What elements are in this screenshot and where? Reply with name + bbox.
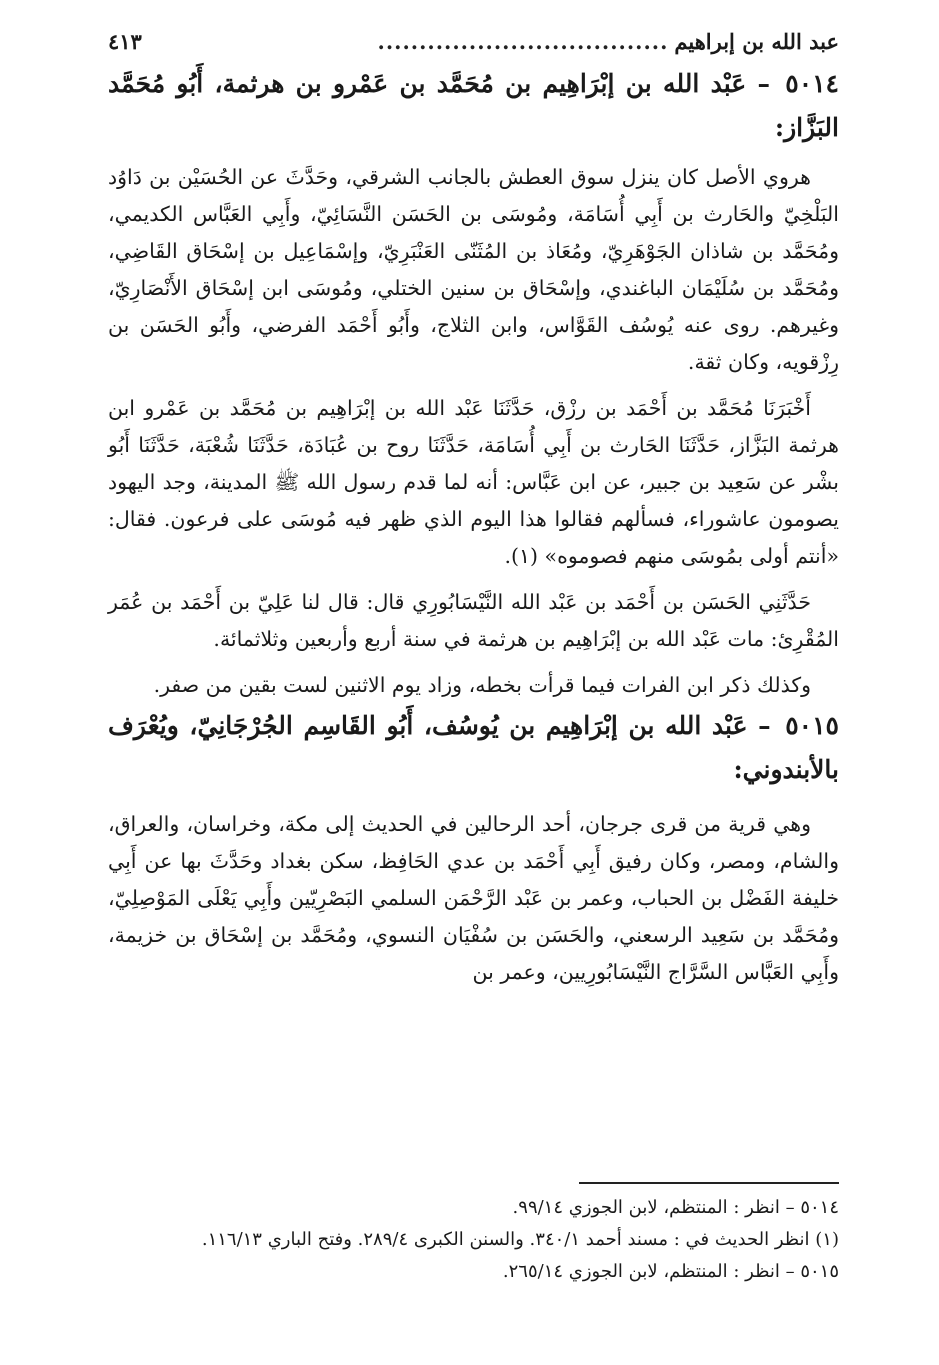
entry-heading-5014	[108, 62, 839, 150]
running-head-title: عبد الله بن إبراهيم	[674, 29, 839, 54]
page-number: ٤١٣	[108, 29, 142, 54]
running-head	[108, 22, 839, 62]
footnote-5015: ٥٠١٥ – انظر : المنتظم، لابن الجوزي ٢٦٥/١٤.	[502, 1261, 839, 1282]
addendum-paragraph: وكذلك ذكر ابن الفرات فيما قرأت بخطه، وزاد يوم الاثنين لست بقين من صفر.	[153, 673, 811, 697]
biography-paragraph: هروي الأصل كان ينزل سوق العطش بالجانب الشرقي، وحَدَّثَ عن الحُسَيْن بن دَاوُد البَلْخِيّ والحَارث بن أَبِي أُسَامَة، ومُوسَى بن الحَسَن النَّسَائِيّ، وأَبِي العَبَّاس الكديمي، ومُحَمَّد بن شاذان الجَوْهَرِيّ، ومُعَاذ بن المُثَنّى العَنْبَرِيّ، وإسْمَاعِيل بن إسْحَاق القَاضِي، ومُحَمَّد بن سُلَيْمَان الباغندي، وإسْحَاق بن سنين الختلي، ومُوسَى ابن إسْحَاق الأَنْصَارِيّ، وغيرهم. روى عنه يُوسُف القَوَّاس، وابن الثلاج، وأَبُو أَحْمَد الفرضي، وأَبُو الحَسَن بن رِزْقويه، وكان ثقة.	[108, 165, 839, 374]
footnotes	[108, 1192, 839, 1288]
entry-number: ٥٠١٤	[785, 69, 839, 98]
book-page	[108, 22, 839, 1342]
footnote-5014: ٥٠١٤ – انظر : المنتظم، لابن الجوزي ٩٩/١٤.	[512, 1197, 839, 1218]
entry-number: ٥٠١٥	[785, 711, 839, 740]
hadith-paragraph: أَخْبَرَنَا مُحَمَّد بن أَحْمَد بن رزْق، حَدَّثَنَا عَبْد الله بن إبْرَاهِيم بن مُحَمَّد بن عَمْرو ابن هرثمة البَزَّاز، حَدَّثَنَا الحَارث بن أَبِي أُسَامَة، حَدَّثَنَا روح بن عُبَادَة، حَدَّثَنَا شُعْبَة، حَدَّثَنَا أَبُو بشْر عن سَعِيد بن جبير، عن ابن عَبَّاس: أنه لما قدم رسول الله ﷺ المدينة، وجد اليهود يصومون عاشوراء، فسألهم فقالوا هذا اليوم الذي ظهر فيه مُوسَى على فرعون. فقال: «أنتم أولى بمُوسَى منهم فصوموه» (١).	[108, 396, 839, 568]
death-report-paragraph: حَدَّثَنِي الحَسَن بن أَحْمَد بن عَبْد الله النَّيْسَابُورِي قال: قال لنا عَلِيّ بن أَحْمَد بن عُمَر المُقْرِئ: مات عَبْد الله بن إبْرَاهِيم بن هرثمة في سنة أربع وأربعين وثلاثمائة.	[108, 590, 839, 651]
biography-paragraph: وهي قرية من قرى جرجان، أحد الرحالين في الحديث إلى مكة، وخراسان، والعراق، والشام، ومصر، وكان رفيق أَبِي أَحْمَد بن عدي الحَافِظ، سكن بغداد وحَدَّثَ بها عن أَبِي خليفة الفَضْل بن الحباب، وعمر بن عَبْد الرَّحْمَن السلمي البَصْرِيّين وأَبِي يَعْلَى المَوْصِلِيّ، ومُحَمَّد بن سَعِيد الرسعني، والحَسَن بن سُفْيَان النسوي، ومُحَمَّد بن إسْحَاق بن خزيمة، وأَبِي العَبَّاس السَّرَّاج النَّيْسَابُورِيين، وعمر بن	[108, 812, 839, 984]
entry-title: عَبْد الله بن إبْرَاهِيم بن يُوسُف، أَبُو القَاسِم الجُرْجَانِيّ، ويُعْرَف بالأبندوني:	[108, 711, 839, 784]
footnote-1: (١) انظر الحديث في : مسند أحمد ٣٤٠/١. والسنن الكبرى ٢٨٩/٤. وفتح الباري ١١٦/١٣.	[201, 1229, 839, 1250]
entry-title: عَبْد الله بن إبْرَاهِيم بن مُحَمَّد بن عَمْرو بن هرثمة، أَبُو مُحَمَّد البَزَّاز:	[108, 69, 839, 142]
entry-heading-5015	[108, 704, 839, 792]
running-head-leader: ...................................	[377, 29, 669, 54]
entry-dash: –	[758, 711, 771, 740]
footnote-divider	[579, 1182, 839, 1184]
entry-dash: –	[757, 69, 770, 98]
